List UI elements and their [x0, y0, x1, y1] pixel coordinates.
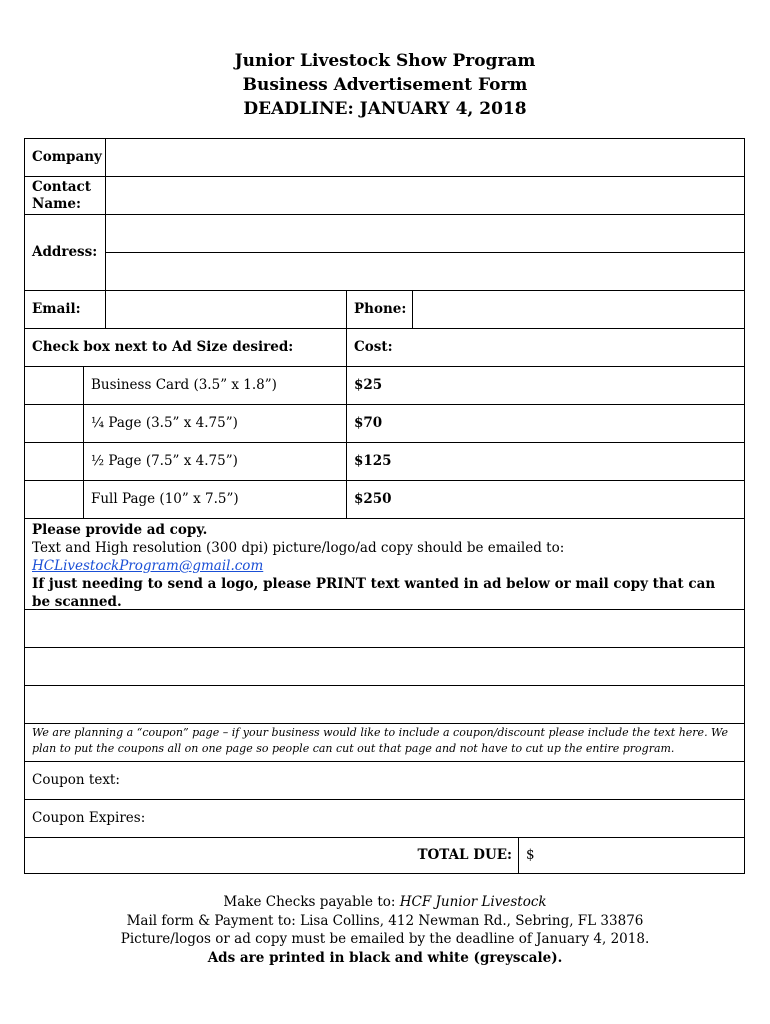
coupon-note: We are planning a “coupon” page – if your business would like to include a coupon/discount please include the text here. We plan to put the coupons all on one page so people can cut out that page and not have to cut up the entire program. [24, 723, 745, 762]
ad-copy-heading: Please provide ad copy. [32, 522, 208, 538]
ad-copy-instructions [24, 518, 745, 610]
ad-copy-line-2[interactable] [24, 647, 745, 686]
coupon-text-field[interactable] [24, 761, 745, 800]
contact-name-label: Contact Name: [24, 176, 106, 215]
coupon-expires-field[interactable] [24, 799, 745, 838]
email-label: Email: [24, 290, 106, 329]
ad-size-checkbox-quarter-page[interactable] [24, 404, 84, 443]
checks-payable-line [0, 893, 770, 912]
phone-label: Phone: [346, 290, 413, 329]
address-field-line-2[interactable] [105, 252, 745, 291]
ad-size-checkbox-full-page[interactable] [24, 480, 84, 519]
title-line-form-name: Business Advertisement Form [242, 75, 528, 95]
ad-size-cost: $25 [346, 366, 745, 405]
coupon-expires-label: Coupon Expires: [32, 810, 146, 826]
ad-copy-instructions-text: Text and High resolution (300 dpi) picture/logo/ad copy should be emailed to: [32, 540, 565, 556]
mail-address-line: Mail form & Payment to: Lisa Collins, 412 Newman Rd., Sebring, FL 33876 [126, 912, 644, 929]
ad-copy-line-1[interactable] [24, 609, 745, 648]
checks-payee: HCF Junior Livestock [399, 894, 547, 910]
ad-copy-line-3[interactable] [24, 685, 745, 724]
total-currency-symbol: $ [526, 847, 535, 863]
address-field-line-1[interactable] [105, 214, 745, 253]
greyscale-note: Ads are printed in black and white (greyscale). [207, 949, 563, 966]
total-due-label: TOTAL DUE: [24, 837, 519, 874]
advertisement-form [24, 138, 745, 874]
ad-size-checkbox-half-page[interactable] [24, 442, 84, 481]
ad-copy-email-link[interactable]: HCLivestockProgram@gmail.com [32, 558, 264, 574]
ad-size-cost: $250 [346, 480, 745, 519]
ad-size-header: Check box next to Ad Size desired: [24, 328, 347, 367]
company-field[interactable] [105, 138, 745, 177]
ad-size-label: Full Page (10” x 7.5”) [83, 480, 347, 519]
contact-name-field[interactable] [105, 176, 745, 215]
checks-payable-prefix: Make Checks payable to: [223, 894, 400, 910]
ad-size-cost: $70 [346, 404, 745, 443]
cost-header: Cost: [346, 328, 745, 367]
ad-size-checkbox-business-card[interactable] [24, 366, 84, 405]
phone-field[interactable] [412, 290, 745, 329]
email-field[interactable] [105, 290, 347, 329]
title-line-program: Junior Livestock Show Program [234, 51, 536, 71]
ad-size-label: ½ Page (7.5” x 4.75”) [83, 442, 347, 481]
title-line-deadline: DEADLINE: JANUARY 4, 2018 [243, 99, 527, 119]
company-label: Company [24, 138, 106, 177]
email-deadline-line: Picture/logos or ad copy must be emailed by the deadline of January 4, 2018. [120, 931, 650, 947]
ad-size-cost: $125 [346, 442, 745, 481]
address-label: Address: [24, 214, 106, 291]
total-due-field[interactable] [518, 837, 745, 874]
ad-size-label: Business Card (3.5” x 1.8”) [83, 366, 347, 405]
payment-instructions [0, 893, 770, 967]
form-title [0, 49, 770, 121]
coupon-text-label: Coupon text: [32, 772, 120, 788]
logo-print-note: If just needing to send a logo, please PRINT text wanted in ad below or mail copy that can be scanned. [32, 576, 716, 610]
ad-size-label: ¼ Page (3.5” x 4.75”) [83, 404, 347, 443]
